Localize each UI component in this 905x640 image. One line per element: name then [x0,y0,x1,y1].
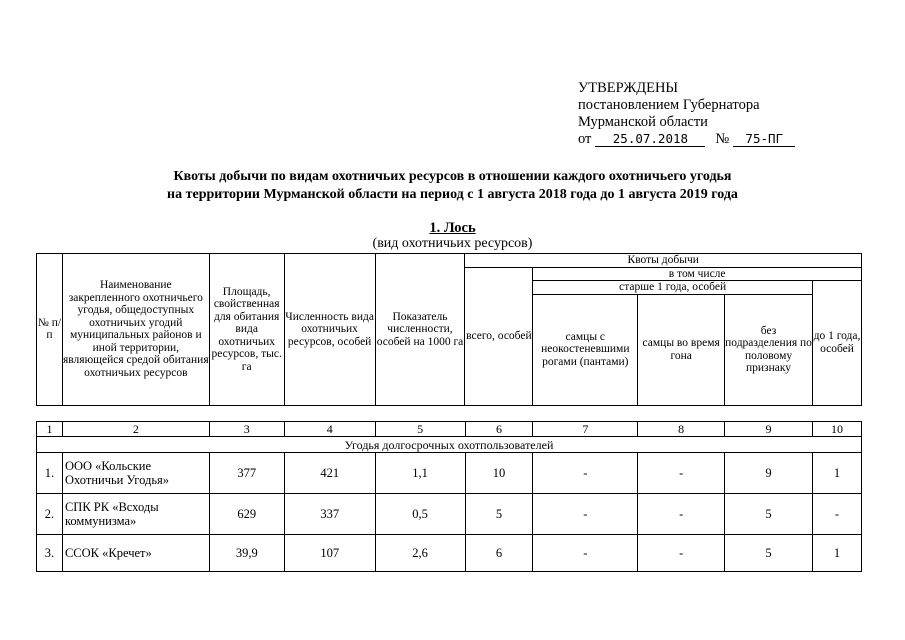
row-count: 421 [284,453,375,494]
header-total: всего, особей [465,267,533,405]
data-table [36,421,862,572]
row-rut: - [638,453,725,494]
header-quota: Квоты добычи [465,254,862,268]
table-row [37,494,862,535]
row-name: ООО «Кольские Охотничьи Угодья» [62,453,209,494]
row-nosex: 9 [725,453,813,494]
row-young: 1 [812,535,861,572]
row-area: 377 [209,453,284,494]
title-line-1: Квоты добычи по видам охотничьих ресурсов в отношении каждого охотничьего угодья [173,169,732,184]
column-numbers-row [37,422,862,437]
header-young: до 1 года, особей [813,281,862,406]
row-nosex: 5 [725,494,813,535]
row-males: - [533,535,638,572]
header-males: самцы с неокостеневшими рогами (пантами) [533,294,638,405]
header-table [36,253,862,406]
row-number: 3. [37,535,63,572]
species-caption: (вид охотничьих ресурсов) [372,236,533,251]
col-number: 10 [812,422,861,437]
row-area: 629 [209,494,284,535]
approval-title: УТВЕРЖДЕНЫ [578,80,679,96]
document-title [0,168,905,204]
header-num: № п/п [37,254,63,406]
row-males: - [533,494,638,535]
row-name: ССОК «Кречет» [62,535,209,572]
header-count: Численность вида охотничьих ресурсов, особей [284,254,375,406]
header-older: старше 1 года, особей [533,281,813,295]
approval-number: 75-ПГ [733,132,795,147]
approval-block [578,80,795,148]
row-young: - [812,494,861,535]
header-rut: самцы во время гона [638,294,725,405]
approval-date-line [578,131,795,148]
approval-decree: постановлением Губернатора [578,97,760,113]
col-number: 9 [725,422,813,437]
row-count: 337 [284,494,375,535]
section-row [37,437,862,453]
row-young: 1 [812,453,861,494]
row-rut: - [638,494,725,535]
row-index: 1,1 [375,453,465,494]
header-name: Наименование закрепленного охотничьего угодья, общедоступных охотничьих угодий муниципальных районов и иной территории, являющейся средой обитания охотничьих ресурсов [62,254,209,406]
table-row [37,453,862,494]
header-including: в том числе [533,267,862,281]
col-number: 8 [638,422,725,437]
col-number: 1 [37,422,63,437]
row-total: 5 [465,494,533,535]
title-line-2: на территории Мурманской области на период с 1 августа 2018 года до 1 августа 2019 года [167,187,738,202]
col-number: 5 [375,422,465,437]
row-number: 2. [37,494,63,535]
header-area: Площадь, свойственная для обитания вида охотничьих ресурсов, тыс. га [209,254,284,406]
row-total: 6 [465,535,533,572]
species-name: 1. Лось [429,220,476,236]
row-area: 39,9 [209,535,284,572]
approval-region: Мурманской области [578,114,708,130]
number-label: № [715,131,730,147]
header-index: Показатель численности, особей на 1000 га [375,254,465,406]
row-index: 2,6 [375,535,465,572]
table-row [37,535,862,572]
row-count: 107 [284,535,375,572]
approval-date: 25.07.2018 [595,132,705,147]
row-total: 10 [465,453,533,494]
row-nosex: 5 [725,535,813,572]
col-number: 2 [62,422,209,437]
col-number: 6 [465,422,533,437]
col-number: 7 [533,422,638,437]
row-rut: - [638,535,725,572]
row-index: 0,5 [375,494,465,535]
col-number: 4 [284,422,375,437]
row-males: - [533,453,638,494]
date-prefix: от [578,131,592,147]
section-title: Угодья долгосрочных охотпользователей [37,437,862,453]
header-nosex: без подразделения по половому признаку [725,294,813,405]
row-number: 1. [37,453,63,494]
row-name: СПК РК «Всходы коммунизма» [62,494,209,535]
col-number: 3 [209,422,284,437]
